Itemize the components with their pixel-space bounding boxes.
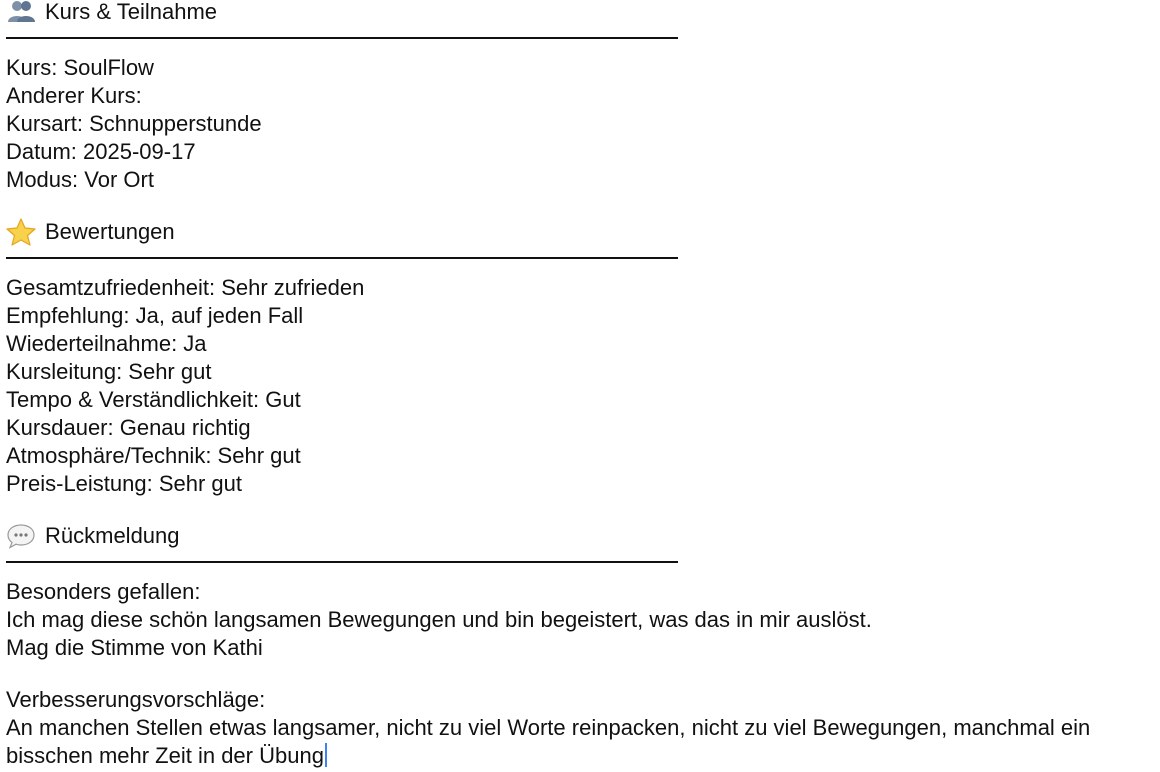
divider-line bbox=[6, 246, 1156, 274]
section-title: Rückmeldung bbox=[45, 523, 180, 548]
text-line: Kursdauer: Genau richtig bbox=[6, 415, 251, 440]
text-line: Preis-Leistung: Sehr gut bbox=[6, 471, 243, 496]
text-line: Gesamtzufriedenheit: Sehr zufrieden bbox=[6, 275, 365, 300]
text-paragraph bbox=[6, 714, 1156, 770]
section-heading-rueckmeldung bbox=[6, 522, 1156, 550]
document-body[interactable] bbox=[6, 0, 1156, 770]
text-caret bbox=[325, 743, 327, 767]
text-line: Kursleitung: Sehr gut bbox=[6, 359, 212, 384]
paragraph-text: An manchen Stellen etwas langsamer, nicht zu viel Worte reinpacken, nicht zu viel Bewegungen, manchmal ein bisschen mehr Zeit in der Übung bbox=[6, 715, 1091, 768]
divider-line bbox=[6, 26, 1156, 54]
text-line: Mag die Stimme von Kathi bbox=[6, 635, 263, 660]
section-heading-kurs bbox=[6, 0, 1156, 26]
divider-line bbox=[6, 550, 1156, 578]
text-line: Kursart: Schnupperstunde bbox=[6, 111, 262, 136]
text-line: Datum: 2025-09-17 bbox=[6, 139, 196, 164]
text-line: Wiederteilnahme: Ja bbox=[6, 331, 207, 356]
text-line: Tempo & Verständlichkeit: Gut bbox=[6, 387, 301, 412]
text-line: Atmosphäre/Technik: Sehr gut bbox=[6, 443, 301, 468]
text-line: Besonders gefallen: bbox=[6, 579, 201, 604]
section-title: Bewertungen bbox=[45, 219, 175, 244]
text-line: Ich mag diese schön langsamen Bewegungen und bin begeistert, was das in mir auslöst. bbox=[6, 607, 872, 632]
section-title: Kurs & Teilnahme bbox=[45, 0, 218, 24]
speech-bubble-icon bbox=[6, 522, 36, 550]
text-line: Verbesserungsvorschläge: bbox=[6, 687, 266, 712]
star-icon bbox=[6, 218, 36, 246]
people-icon bbox=[6, 0, 36, 26]
text-line: Modus: Vor Ort bbox=[6, 167, 154, 192]
text-line: Kurs: SoulFlow bbox=[6, 55, 154, 80]
text-line: Anderer Kurs: bbox=[6, 83, 142, 108]
section-heading-bewertungen bbox=[6, 218, 1156, 246]
text-line: Empfehlung: Ja, auf jeden Fall bbox=[6, 303, 304, 328]
